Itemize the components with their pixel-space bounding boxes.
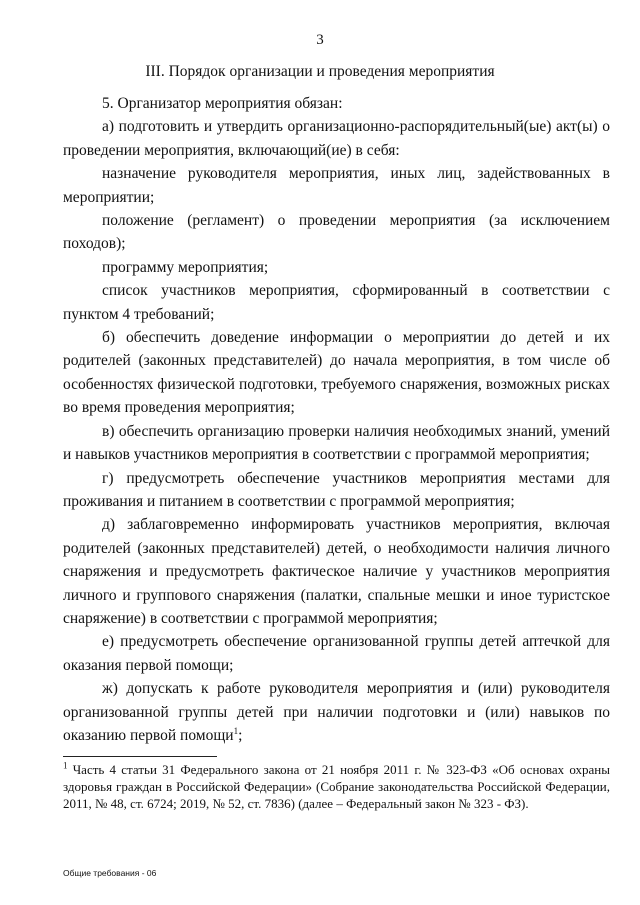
paragraph: б) обеспечить доведение информации о мероприятии до детей и их родителей (законных представителей) до начала мероприятия, в том числе об особенностях физической подготовки, требуемого снаряжения, возможных рисках во время проведения мероприятия; xyxy=(63,329,610,417)
paragraph-text: ж) допускать к работе руководителя мероприятия и (или) руководителя организованной группы детей при наличии подготовки и (или) навыков по оказанию первой помощи xyxy=(63,680,610,744)
section-heading: III. Порядок организации и проведения мероприятия xyxy=(145,63,495,80)
paragraph: назначение руководителя мероприятия, иных лиц, задействованных в мероприятии; xyxy=(63,165,610,206)
footer-label: Общие требования - 06 xyxy=(63,868,157,878)
paragraph: программу мероприятия; xyxy=(102,258,269,276)
footnote-text: Часть 4 статьи 31 Федерального закона от 21 ноября 2011 г. № 323-ФЗ «Об основах охраны здоровья граждан в Российской Федерации» (Собрание законодательства Российской Федерации, 2011, № 48, ст. 6724; 2019, № 52, ст. 7836) (далее – Федеральный закон № 323 - ФЗ). xyxy=(63,762,611,811)
paragraph: список участников мероприятия, сформированный в соответствии с пунктом 4 требований; xyxy=(63,282,610,323)
paragraph: 5. Организатор мероприятия обязан: xyxy=(102,95,343,112)
paragraph: д) заблаговременно информировать участников мероприятия, включая родителей (законных представителей) детей, о необходимости наличия личного снаряжения и предусмотреть фактическое наличие у участников мероприятия личного и группового снаряжения (палатки, спальные мешки и иное туристское снаряжение) в соответствии с программой мероприятия; xyxy=(63,516,610,627)
paragraph-with-footnote xyxy=(63,677,610,747)
paragraph: положение (регламент) о проведении мероприятия (за исключением походов); xyxy=(63,212,610,253)
footnote-divider xyxy=(63,756,217,757)
document-body xyxy=(63,92,610,747)
paragraph: е) предусмотреть обеспечение организованной группы детей аптечкой для оказания первой помощи; xyxy=(63,633,610,674)
paragraph: в) обеспечить организацию проверки наличия необходимых знаний, умений и навыков участников мероприятия в соответствии с программой мероприятия; xyxy=(63,422,610,464)
paragraph: г) предусмотреть обеспечение участников мероприятия местами для проживания и питанием в соответствии с программой мероприятия; xyxy=(63,469,610,510)
page-number: 3 xyxy=(316,32,324,48)
footnote-marker: 1 xyxy=(63,760,68,771)
footnote-reference[interactable]: 1 xyxy=(233,725,239,736)
paragraph: а) подготовить и утвердить организационно-распорядительный(ые) акт(ы) о проведении мероприятия, включающий(ие) в себя: xyxy=(63,118,610,159)
paragraph-tail: ; xyxy=(238,726,243,744)
footnote xyxy=(63,762,610,812)
